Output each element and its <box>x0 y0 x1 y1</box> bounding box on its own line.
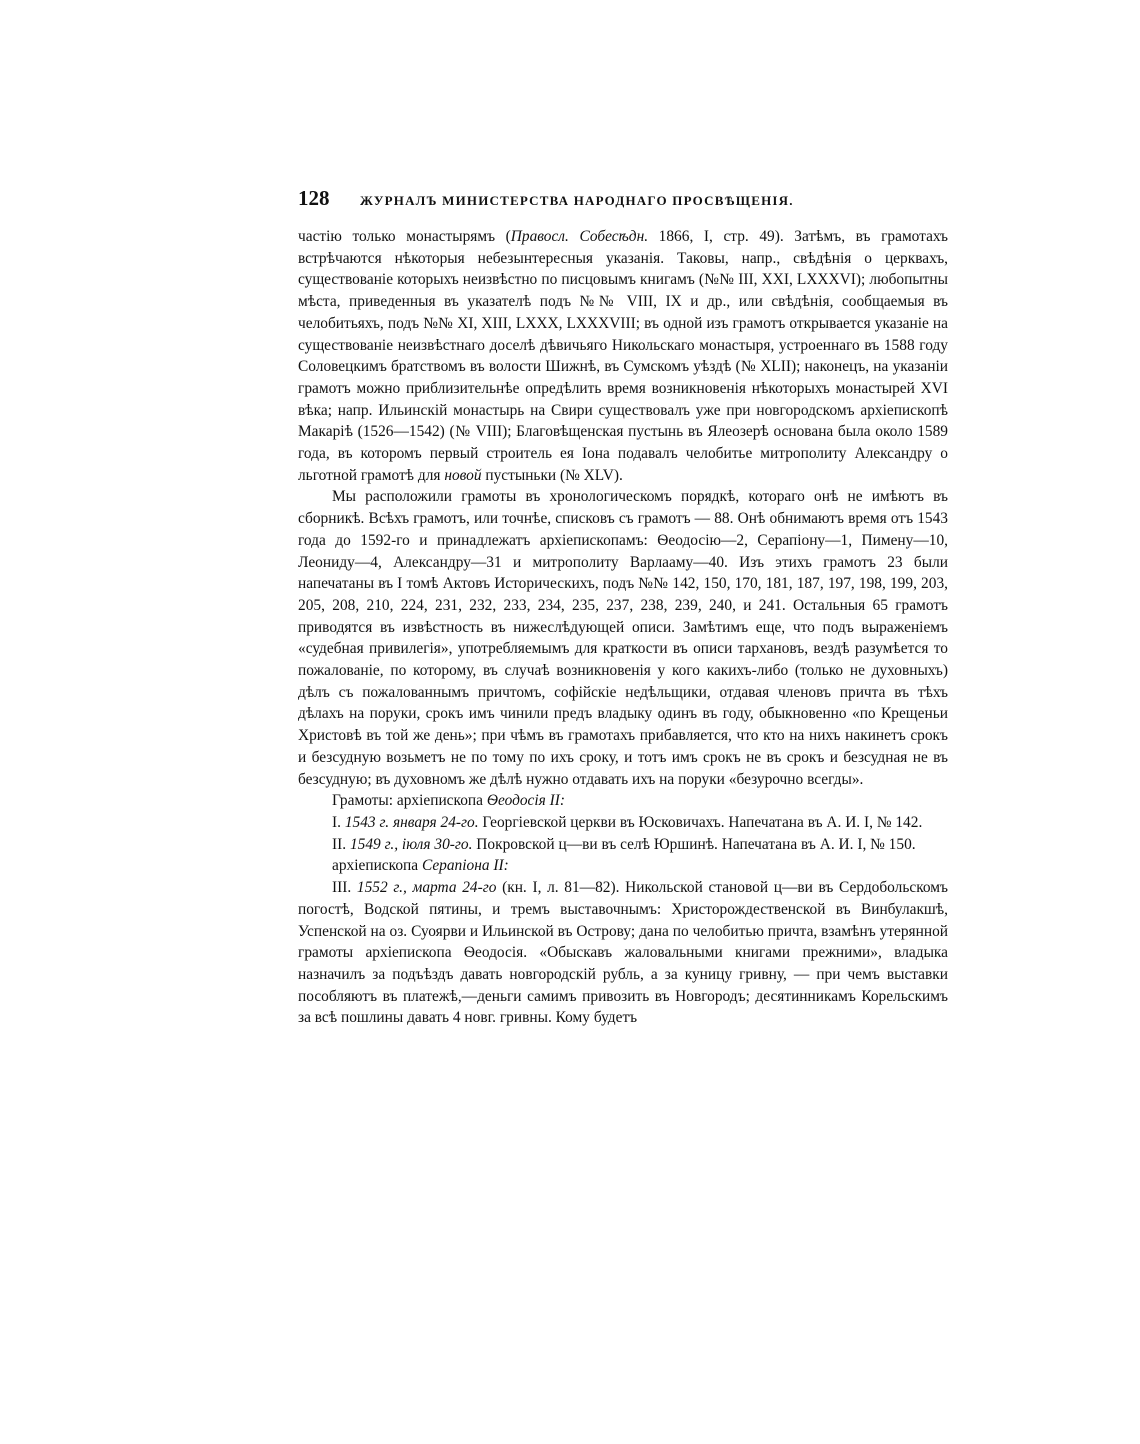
page-header <box>298 186 948 216</box>
section-heading-serapion: архіепископа Серапіона II: <box>332 857 509 875</box>
body-text <box>298 226 948 1029</box>
page-number: 128 <box>298 186 330 210</box>
entry-i: I. 1543 г. января 24-го. Георгіевской церкви въ Юсковичахъ. Напечатана въ А. И. I, № 142. <box>332 813 923 831</box>
entry-iii: III. 1552 г., марта 24-го (кн. I, л. 81—82). Никольской становой ц—ви въ Сердобольскомъ погостѣ, Водской пятины, и тремъ выставочнымъ: Христорождественской въ Винбулакшѣ, Успенской на оз. Суоярви и Ильинской въ Острову; дана по челобитью причта, взамѣнъ утерянной грамоты архіепископа Ѳеодосія. «Обыскавъ жаловальными книгами прежними», владыка назначилъ за подъѣздъ давать новгородскій рубль, а за куницу гривну, — при чемъ выставки пособляютъ въ платежѣ,—деньги самимъ привозить въ Новгородъ; десятинникамъ Корельскимъ за всѣ пошлины давать 4 новг. гривны. Кому будетъ <box>298 879 949 1027</box>
paragraph-intro: частію только монастырямъ (Правосл. Собесѣдн. 1866, I, стр. 49). Затѣмъ, въ грамотахъ встрѣчаются нѣкоторыя небезынтересныя указанія. Таковы, напр., свѣдѣнія о церквахъ, существованіе которыхъ неизвѣстно по писцовымъ книгамъ (№№ III, XXI, LXXXVI); любопытны мѣста, приведенныя въ указателѣ подъ №№ VIII, IX и др., или свѣдѣнія, сообщаемыя въ челобитьяхъ, подъ №№ XI, XIII, LXXX, LXXXVIII; въ одной изъ грамотъ открывается указаніе на существованіе неизвѣстнаго доселѣ дѣвичьяго Никольскаго монастыря, устроеннаго въ 1588 году Соловецкимъ братствомъ въ волости Шижнѣ, въ Сумскомъ уѣздѣ (№ XLII); наконецъ, на указаніи грамотъ можно приблизительнѣе опредѣлить время возникновенія нѣкоторыхъ монастырей XVI вѣка; напр. Ильинскій монастырь на Свири существовалъ уже при новгородскомъ архіепископѣ Макаріѣ (1526—1542) (№ VIII); Благовѣщенская пустынь въ Ялеозерѣ основана была около 1589 года, въ которомъ первый строитель ея Іона подавалъ челобитье митрополиту Александру о льготной грамотѣ для новой пустыньки (№ XLV). <box>298 228 948 484</box>
entry-ii: II. 1549 г., іюля 30-го. Покровской ц—ви въ селѣ Юршинѣ. Напечатана въ А. И. I, № 150. <box>332 835 916 853</box>
section-heading-theodosius: Грамоты: архіепископа Ѳеодосія II: <box>332 792 566 810</box>
book-page <box>298 186 948 1029</box>
running-title: ЖУРНАЛЪ МИНИСТЕРСТВА НАРОДНАГО ПРОСВѢЩЕНІЯ. <box>360 193 794 208</box>
paragraph-chronology: Мы расположили грамоты въ хронологическомъ порядкѣ, котораго онѣ не имѣютъ въ сборникѣ. Всѣхъ грамотъ, или точнѣе, списковъ съ грамотъ — 88. Онѣ обнимаютъ время отъ 1543 года до 1592-го и принадлежатъ архіепископамъ: Ѳеодосію—2, Серапіону—1, Пимену—10, Леониду—4, Александру—31 и митрополиту Варлааму—40. Изъ этихъ грамотъ 23 были напечатаны въ I томѣ Актовъ Историческихъ, подъ №№ 142, 150, 170, 181, 187, 197, 198, 199, 203, 205, 208, 210, 224, 231, 232, 233, 234, 235, 237, 238, 239, 240, и 241. Остальныя 65 грамотъ приводятся въ извѣстность въ нижеслѣдующей описи. Замѣтимъ еще, что подъ выраженіемъ «судебная привилегія», употребляемымъ для краткости въ описи тархановъ, вездѣ разумѣется то пожалованіе, по которому, въ случаѣ возникновенія у кого какихъ-либо (только не духовныхъ) дѣлъ съ пожалованнымъ причтомъ, софійскіе недѣльщики, отдавая членовъ причта въ тѣхъ дѣлахъ на поруки, срокъ имъ чинили предъ владыку одинъ въ году, обыкновенно «по Крещеньи Христовѣ въ той же день»; при чѣмъ въ грамотахъ прибавляется, что кто на нихъ накинетъ срокъ и безсудную возьметъ не по тому по ихъ сроку, и тотъ имъ срокъ не въ срокъ и безсудная не въ безсудную; въ духовномъ же дѣлѣ нужно отдавать ихъ на поруки «безурочно всегды». <box>298 488 948 788</box>
